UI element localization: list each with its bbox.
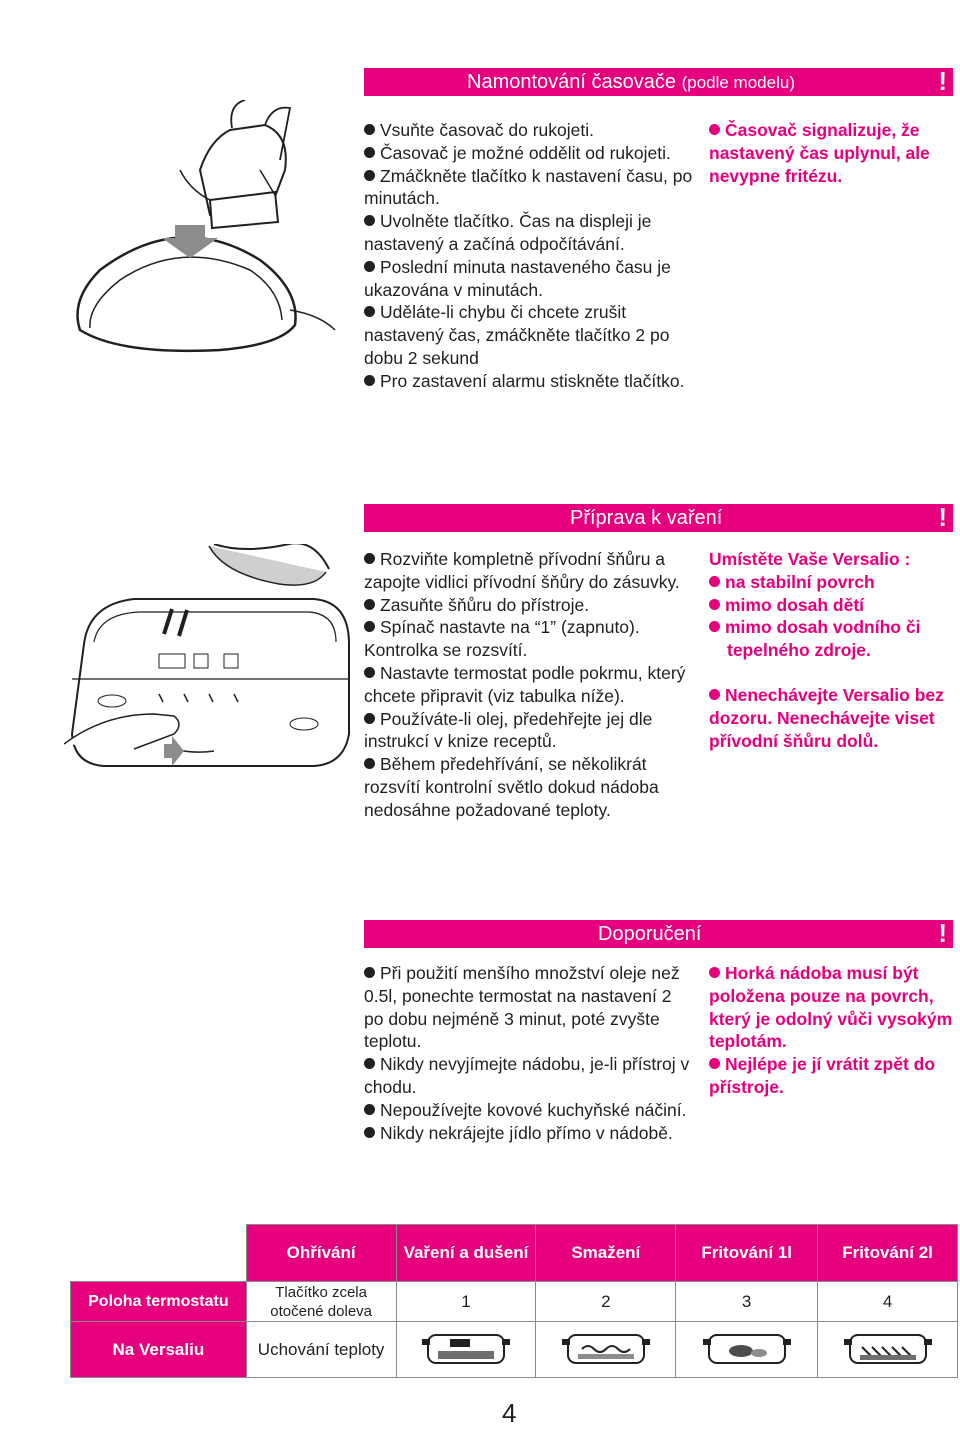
fryer-appliance-illustration: [64, 544, 352, 780]
list-item: Používáte-li olej, předehřejte jej dle instrukcí v knize receptů.: [364, 708, 653, 752]
list-item: Během předehřívání, se několikrát rozsvítí kontrolní světlo dokud nádoba nedosáhne požadované teploty.: [364, 754, 659, 820]
column-header: Vaření a dušení: [396, 1225, 536, 1282]
bullet-icon: [364, 215, 375, 226]
bullet-icon: [709, 967, 720, 978]
thermostat-table: [70, 1224, 958, 1378]
row-label-versalio: Na Versaliu: [71, 1322, 247, 1378]
timer-warning: Časovač signalizuje, že nastavený čas uplynul, ale nevypne fritézu.: [709, 120, 930, 186]
list-item: Při použití menšího množství oleje než 0.5l, ponechte termostat na nastavení 2 po dobu nejméně 3 minut, poté zvyšte teplotu.: [364, 963, 680, 1052]
bullet-icon: [364, 553, 375, 564]
prep-section-title: Příprava k vaření: [570, 507, 723, 529]
tips-instructions: [364, 962, 694, 1144]
cooking-pot-icon: [420, 1327, 512, 1367]
list-item: na stabilní povrch: [709, 571, 957, 594]
list-item: Nenechávejte Versalio bez dozoru. Nenechávejte viset přívodní šňůru dolů.: [709, 684, 944, 751]
frying-pan-icon: [701, 1327, 793, 1367]
table-cell: 1: [396, 1282, 536, 1322]
list-item: Nikdy nekrájejte jídlo přímo v nádobě.: [364, 1122, 694, 1145]
table-cell: 4: [818, 1282, 958, 1322]
bullet-icon: [364, 261, 375, 272]
timer-section-title: Namontování časovače (podle modelu): [467, 71, 795, 93]
row-label-thermostat: Poloha termostatu: [71, 1282, 247, 1322]
column-header: Fritování 2l: [818, 1225, 958, 1282]
bullet-icon: [709, 621, 720, 632]
page-number: 4: [502, 1398, 517, 1428]
list-item: Rozviňte kompletně přívodní šňůru a zapojte vidlici přívodní šňůry do zásuvky.: [364, 549, 680, 592]
list-item: Spínač nastavte na “1” (zapnuto). Kontrolka se rozsvítí.: [364, 617, 640, 661]
bullet-icon: [364, 967, 375, 978]
list-item: Uděláte-li chybu či chcete zrušit nastavený čas, zmáčkněte tlačítko 2 po dobu 2 sekund: [364, 302, 670, 368]
list-item: Pro zastavení alarmu stiskněte tlačítko.: [364, 370, 694, 393]
bullet-icon: [364, 599, 375, 610]
bullet-icon: [709, 124, 720, 135]
table-row: [71, 1322, 958, 1378]
bullet-icon: [364, 124, 375, 135]
bullet-icon: [364, 1127, 375, 1138]
table-cell: [396, 1322, 536, 1378]
bullet-icon: [364, 621, 375, 632]
table-cell: [676, 1322, 818, 1378]
bullet-icon: [364, 1058, 375, 1069]
column-header: Fritování 1l: [676, 1225, 818, 1282]
list-item: Uvolněte tlačítko. Čas na displeji je nastavený a začíná odpočítávání.: [364, 211, 652, 254]
list-item: Nastavte termostat podle pokrmu, který chcete připravit (viz tabulka níže).: [364, 662, 686, 706]
bullet-icon: [364, 170, 375, 181]
list-item: Nepoužívejte kovové kuchyňské náčiní.: [364, 1099, 694, 1122]
column-header: Smažení: [536, 1225, 676, 1282]
bullet-icon: [364, 147, 375, 158]
steaming-pot-icon: [560, 1327, 652, 1367]
prep-section-header: [364, 504, 953, 532]
tips-section-header: [364, 920, 953, 948]
list-item: Zasuňte šňůru do přístroje.: [364, 594, 699, 617]
timer-warning-mark: !: [938, 66, 947, 96]
bullet-icon: [709, 599, 720, 610]
fryer-basket-icon: [842, 1327, 934, 1367]
prep-instructions: [364, 548, 699, 822]
list-item: Nejlépe je jí vrátit zpět do přístroje.: [709, 1054, 936, 1097]
table-cell: 3: [676, 1282, 818, 1322]
table-cell: Tlačítko zcela otočené doleva: [246, 1282, 396, 1322]
tips-section-title: Doporučení: [598, 923, 702, 945]
timer-instructions: [364, 119, 694, 393]
bullet-icon: [709, 689, 720, 700]
bullet-icon: [364, 713, 375, 724]
tips-warning-mark: !: [938, 918, 947, 948]
bullet-icon: [364, 306, 375, 317]
list-item: mimo dosah dětí: [709, 594, 957, 617]
timer-handle-illustration: [60, 100, 350, 360]
bullet-icon: [709, 576, 720, 587]
bullet-icon: [364, 1104, 375, 1115]
table-cell: [536, 1322, 676, 1378]
table-cell: Uchování teploty: [246, 1322, 396, 1378]
table-cell: [818, 1322, 958, 1378]
bullet-icon: [364, 375, 375, 386]
bullet-icon: [364, 667, 375, 678]
list-item: Nikdy nevyjímejte nádobu, je-li přístroj v chodu.: [364, 1054, 690, 1097]
tips-warnings: [709, 962, 954, 1099]
table-cell: 2: [536, 1282, 676, 1322]
prep-warning-mark: !: [938, 502, 947, 532]
list-item: Poslední minuta nastaveného času je ukazována v minutách.: [364, 256, 671, 300]
bullet-icon: [364, 758, 375, 769]
prep-warnings: Umístěte Vaše Versalio : na stabilní povrch mimo dosah dětí mimo dosah vodního či tepelného zdroje. Nenechávejte Versalio bez dozoru. Nenechávejte viset přívodní šňůru dolů.: [709, 548, 957, 752]
list-item: Horká nádoba musí být položena pouze na povrch, který je odolný vůči vysokým teplotám.: [709, 963, 953, 1052]
list-item: Zmáčkněte tlačítko k nastavení času, po minutách.: [364, 165, 693, 209]
list-item: Vsuňte časovač do rukojeti.: [364, 119, 694, 142]
list-item: mimo dosah vodního či tepelného zdroje.: [709, 616, 957, 662]
column-header: Ohřívání: [246, 1225, 396, 1282]
bullet-icon: [709, 1058, 720, 1069]
list-item: Časovač je možné oddělit od rukojeti.: [364, 142, 694, 165]
table-row: [71, 1282, 958, 1322]
timer-section-header: [364, 68, 953, 96]
